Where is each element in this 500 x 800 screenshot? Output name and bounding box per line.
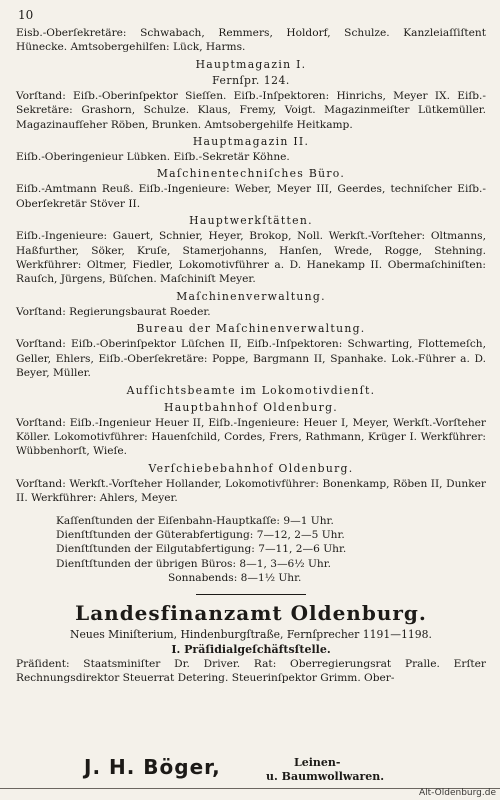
office-hours-list xyxy=(56,514,486,586)
heading-aufsichtsbeamte: Aufſichtsbeamte im Lokomotivdienſt. xyxy=(126,383,376,397)
hauptwerkstaetten-text: Eiſb.-Ingenieure: Gauert, Schnier, Heyer, Brokop, Noll. Werkſt.-Vorſteher: Oltmanns, Haßfurther, Söker, Kruſe, Stamerjohanns, Hanſen, Wrede, Rogge, Stehning. Werkführer: Oltmer, Fiedler, Lokomotivführer a. D. Hanekamp II. Obermaſchiniſten: Rauſch, Jürgens, Büſchen. Maſchiniſt Meyer. xyxy=(16,230,486,286)
landesfinanzamt-address: Neues Miniſterium, Hindenburgſtraße, Fernſprecher 1191—1198. xyxy=(70,627,432,641)
watermark: Alt-Oldenburg.de xyxy=(418,788,496,798)
heading-maschinenverwaltung: Maſchinenverwaltung. xyxy=(176,289,326,303)
ad-company-name: J. H. Böger, xyxy=(84,755,221,779)
bureau-maschinenverwaltung-text: Vorſtand: Eiſb.-Oberinſpektor Lüſchen II, Eiſb.-Inſpektoren: Schwarting, Flottemeſch, Geller, Ehlers, Eiſb.-Oberſekretäre: Poppe, Bargmann II, Spanhake. Lok.-Führer a. D. Beyer, Müller. xyxy=(16,338,486,380)
heading-verschiebebahnhof: Verſchiebebahnhof Oldenburg. xyxy=(148,461,354,475)
hours-line: Dienſtſtunden der Eilgutabfertigung: 7—11, 2—6 Uhr. xyxy=(56,543,347,556)
hauptmagazin-1-text: Vorſtand: Eiſb.-Oberinſpektor Sieſſen. Eiſb.-Inſpektoren: Hinrichs, Meyer IX. Eiſb.-Sekretäre: Grashorn, Schulze. Klaus, Fremy, Voigt. Magazinmeiſter Lütkemüller. Magazinaufſeher Röben, Brunken. Amtsobergehilfe Heitkamp. xyxy=(16,89,486,131)
intro-paragraph: Eisb.-Oberſekretäre: Schwabach, Remmers, Holdorf, Schulze. Kanzleiaſſiſtent Hünecke. Amtsobergehilfen: Lück, Harms. xyxy=(16,27,486,54)
section-divider xyxy=(196,594,306,595)
hours-line: Dienſtſtunden der übrigen Büros: 8—1, 3—6½ Uhr. xyxy=(56,557,331,570)
praesidial-heading: I. Präſidialgeſchäftsſtelle. xyxy=(171,642,331,656)
heading-hauptbahnhof: Hauptbahnhof Oldenburg. xyxy=(163,400,339,414)
heading-hauptmagazin-1: Hauptmagazin I. xyxy=(195,57,307,71)
hours-line: Dienſtſtunden der Güterabfertigung: 7—12, 2—5 Uhr. xyxy=(56,528,345,541)
heading-hauptwerkstaetten: Hauptwerkſtätten. xyxy=(189,214,313,228)
praesidial-text: Präſident: Staatsminiſter Dr. Driver. Rat: Oberregierungsrat Pralle. Erſter Rechnungsdirektor Steuerrat Detering. Steuerinſpektor Grimm. Ober- xyxy=(16,657,486,684)
hauptmagazin-1-phone: Fernſpr. 124. xyxy=(212,73,290,87)
hauptmagazin-2-text: Eiſb.-Oberingenieur Lübken. Eiſb.-Sekretär Köhne. xyxy=(16,151,290,164)
landesfinanzamt-title: Landesfinanzamt Oldenburg. xyxy=(75,600,427,625)
maschinentechnisches-buero-text: Eiſb.-Amtmann Reuß. Eiſb.-Ingenieure: Weber, Meyer III, Geerdes, techniſcher Eiſb.-Oberſekretär Stöver II. xyxy=(16,183,486,210)
hours-line: Sonnabends: 8—1½ Uhr. xyxy=(168,572,302,585)
ad-products xyxy=(266,756,384,784)
hours-line: Kaſſenſtunden der Eiſenbahn-Hauptkaſſe: 9—1 Uhr. xyxy=(56,514,334,527)
ad-product-line-2: u. Baumwollwaren. xyxy=(266,770,385,783)
maschinenverwaltung-text: Vorſtand: Regierungsbaurat Roeder. xyxy=(16,305,211,318)
ad-product-line-1: Leinen- xyxy=(294,756,341,769)
heading-maschinentechnisches-buero: Maſchinentechniſches Büro. xyxy=(156,167,346,181)
heading-bureau-maschinenverwaltung: Bureau der Maſchinenverwaltung. xyxy=(136,322,366,336)
heading-hauptmagazin-2: Hauptmagazin II. xyxy=(192,135,310,149)
verschiebebahnhof-text: Vorſtand: Werkſt.-Vorſteher Hollander, Lokomotivführer: Bonenkamp, Röben II, Dunker II. Werkführer: Ahlers, Meyer. xyxy=(16,477,486,505)
page-number: 10 xyxy=(18,8,34,22)
hauptbahnhof-text: Vorſtand: Eiſb.-Ingenieur Heuer II, Eiſb.-Ingenieure: Heuer I, Meyer, Werkſt.-Vorſteher Köller. Lokomotivführer: Hauenſchild, Cordes, Frers, Rathmann, Krüger I. Werkführer: Wübbenhorſt, Wieſe. xyxy=(16,416,486,458)
